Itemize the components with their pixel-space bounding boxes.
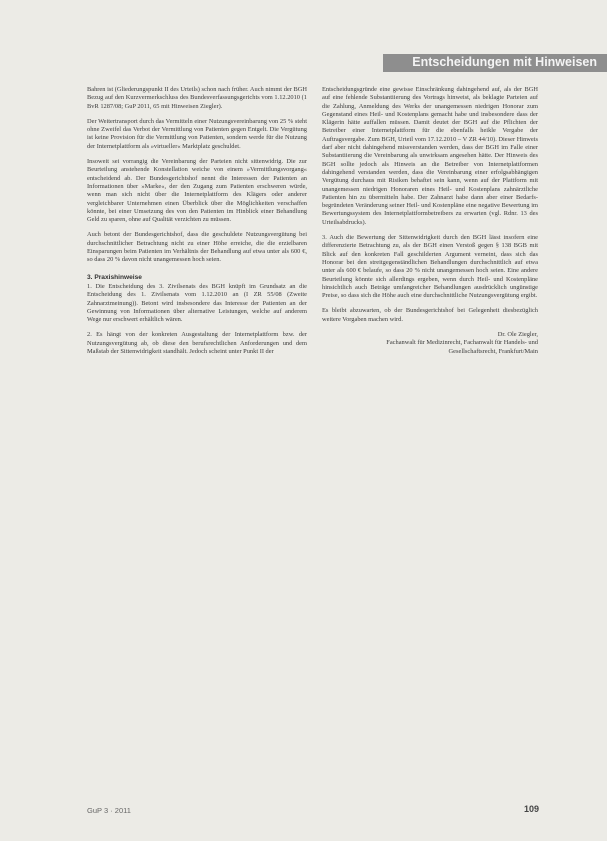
author-name: Dr. Ole Ziegler, bbox=[497, 331, 538, 339]
author-signature bbox=[322, 331, 538, 356]
author-title-line: Gesellschaftsrecht, Frankfurt/Main bbox=[448, 347, 538, 355]
section-title: Entscheidungen mit Hinweisen bbox=[412, 55, 597, 69]
paragraph: Auch betont der Bundesgerichtshof, dass die geschuldete Nutzungsvergütung bei durchschnittlicher Betrachtung nicht zu einer Höhe erreiche, die die erzielbaren Einsparungen beim Patienten im Verhältnis der Behandlung auf etwa unter als 600 €, so dass 20 % davon nicht unangemessen hoch seien. bbox=[87, 231, 307, 264]
paragraph: Bahren ist (Gliederungspunkt II des Urteils) schon nach früher. Auch nimmt der BGH Bezug auf den Kurzvermerkschluss des Bundesverfassungsgerichts vom 1.12.2010 (1 BvR 1287/08; GuP 2011, 65 mit Hinweisen Ziegler). bbox=[87, 86, 307, 110]
paragraph: 1. Die Entscheidung des 3. Zivilsenats des BGH knüpft im Grundsatz an die Entscheidung des 1. Zivilsenats vom 1.12.2010 an (I ZR 55/08 (Zweite Zahnarztmeinung)). Betont wird insbesondere das Interesse der Patienten an der Gewinnung von Informationen über alternative Leistungen, welche auf anderem Wege nur erschwert erhältlich wären. bbox=[87, 282, 307, 324]
section-heading-praxishinweise: 3. Praxishinweise bbox=[87, 273, 142, 281]
paragraph: Entscheidungsgründe eine gewisse Einschränkung dahingehend auf, als der BGH auf eine fehlende Substantiierung des Vortrags hinweist, als beklagte Parteien auf die Zahlung, Anmeldung des Werks der unangemessen niedrigen Honorar zum Gegenstand eines Heil- und Kostenplans gemacht habe und insbesondere dass der Klägerin hätte auffallen müssen. Damit deutet der BGH auf die Pflichten der Betreiber einer Internetplattform für die ebenfalls heikle Vergabe der Auftragsvergabe. Zum BGH, Urteil vom 17.12.2010 – V ZR 44/10). Dieser Hinweis darf aber nicht dahingehend missverstanden werden, dass der BGH im Falle einer Substantiierung die Vereinbarung als unwirksam angesehen hätte. Der Hinweis des BGH sollte jedoch als Hinweis an die Betreiber von Internetplattformen dahingehend verstanden werden, dass die Vereinbarung einer erfolgsabhängigen Vergütung durchaus mit Risiken behaftet sein kann, wenn auf der Plattform mit unangemessen niedrigen Honoraren eines Heil- und Kostenplans zahnärztliche Patienten hin zu übermitteln habe. Der Zahnarzt habe dann aber einer Bedarfs-begründeten Veränderung seiner Heil- und Kostenpläne eine negative Bewertung im Bewertungssystem des Internetplattformbetreibers zu erwarten (vgl. Rdnr. 13 des Urteilsabdrucks). bbox=[322, 86, 538, 226]
paragraph: 2. Es hängt von der konkreten Ausgestaltung der Internetplattform bzw. der Nutzungsvergütung ab, ob diese den berufsrechtlichen Anforderungen und dem Maßstab der Sittenwidrigkeit standhält. Jedoch scheint unter Punkt II der bbox=[87, 331, 307, 356]
section-header-bar bbox=[383, 54, 607, 72]
left-column bbox=[87, 86, 307, 363]
paragraph: Der Weitertransport durch das Vermitteln einer Nutzungsvereinbarung von 25 % steht ohne Zweifel das Verbot der Vermittlung von Patienten gegen Entgelt. Die Vergütung ist keine Provision für die Vermittlung von Patienten, sondern werde für die Nutzung der Internetplattform als »virtueller« Marktplatz geschuldet. bbox=[87, 117, 307, 150]
paragraph: Es bleibt abzuwarten, ob der Bundesgerichtshof bei Gelegenheit diesbezüglich weitere Vorgaben machen wird. bbox=[322, 307, 538, 323]
paragraph: Insoweit sei vorrangig die Vereinbarung der Parteien nicht sittenwidrig. Die zur Beurteilung anstehende Konstellation weiche von einem »Vermittlungsvorgang« entscheidend ab. Der Bundesgerichtshof nennt die Interessen der Patienten an Informationen über »Marke«, der den Zugang zum Patienten erschweren würde, wenn man sich nicht über die Internetplattform des Klägers oder anderer vergleichbarer Unternehmen einen Überblick über die Möglichkeiten verschaffen könnte, bei einer Umsetzung des von den Patienten im Hinblick einer Behandlung Geld zu sparen, ohne auf Qualität verzichten zu müssen. bbox=[87, 158, 307, 224]
paragraph: 3. Auch die Bewertung der Sittenwidrigkeit durch den BGH lässt insofern eine differenzierte Betrachtung zu, als der BGH einen Verstoß gegen § 138 BGB mit Blick auf den konkreten Fall geschilderten Argument verneint, dass sich das Honorar bei den streitgegenständlichen Behandlungen durchschnittlich auf etwa unter als 600 € belaufe, so dass 20 % nicht unangemessen hoch seien. Eine andere Beurteilung könnte sich allerdings ergeben, wenn durch Heil- und Kostenpläne hinsichtlich auch Beträge umfangreicher Behandlungen ausdrücklich ungünstige Preise, so dass sich die Höhe auch eine durchschnittliche Nutzungsvergütung ergibt. bbox=[322, 234, 538, 300]
page-number: 109 bbox=[524, 804, 540, 814]
journal-issue: GuP 3 · 2011 bbox=[87, 806, 131, 815]
right-column bbox=[322, 86, 538, 356]
author-title-line: Fachanwalt für Medizinrecht, Fachanwalt für Handels- und bbox=[386, 339, 538, 347]
